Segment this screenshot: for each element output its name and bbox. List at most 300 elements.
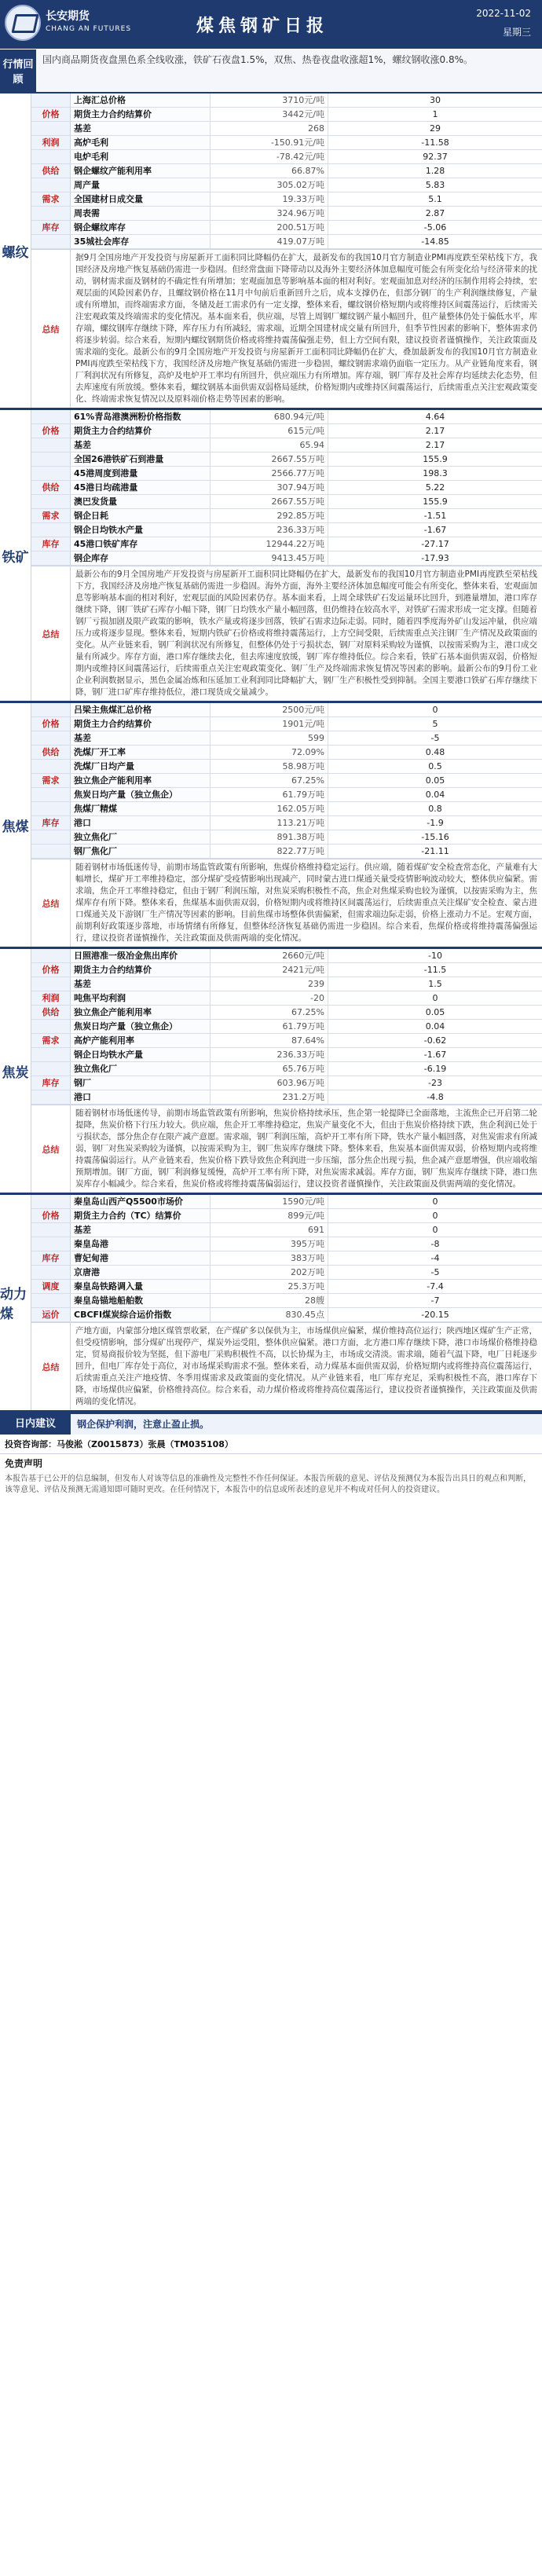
row-category: 需求 xyxy=(31,1034,71,1047)
market-recap xyxy=(0,49,542,93)
row-indicator: 周表需 xyxy=(71,207,211,220)
row-value: 28艘 xyxy=(211,1294,328,1307)
section-summary xyxy=(31,859,542,947)
row-value: 2421元/吨 xyxy=(211,963,328,977)
row-category xyxy=(31,1062,71,1075)
row-change: -23 xyxy=(428,1078,442,1088)
table-row xyxy=(31,537,542,551)
row-change: -17.93 xyxy=(421,553,449,563)
row-value: 19.33万吨 xyxy=(211,192,328,206)
row-change: -4.8 xyxy=(427,1092,444,1102)
row-change: -20.15 xyxy=(421,1310,449,1320)
row-category: 利润 xyxy=(31,136,71,149)
row-indicator: 港口 xyxy=(71,816,211,830)
row-value: 307.94万吨 xyxy=(211,481,328,494)
table-row xyxy=(31,977,542,991)
row-category xyxy=(31,410,71,423)
disclaimer-text: 本报告基于已公开的信息编制，但发布人对该等信息的准确性及完整性不作任何保证。本报告所载的意见、评估及预测仅为本报告出具日的观点和判断，该等意见、评估及预测无需通知即可随时更改。在任何情况下，本报告中的信息或所表述的意见并不构成对任何人的投资建议。 xyxy=(5,1475,531,1494)
row-value: 61.79万吨 xyxy=(211,788,328,801)
row-category xyxy=(31,1090,71,1104)
summary-text: 最新公布的9月全国房地产开发投资与房屋新开工面积同比降幅仍在扩大，最新发布的我国10月官方制造业PMI再度跌至荣枯线下方，我国经济及房地产恢复基础仍需进一步稳固。海外方面，海外主要经济体加息幅度可能会有所变化，整体来看，宏观面加息等影响基本面的相对利好，宏观层面的风险因素仍存。基本面来看，上周全球铁矿石发运量环比回升，到港量增加，港口库存继续下降，钢厂铁矿石库存小幅下降，钢厂日均铁水产量小幅回落，但仍维持在较高水平，对铁矿石需求形成一定支撑。但随着钢厂亏损加剧及限产政策的影响，铁水产量或将逐步回落，铁矿石需求边际走弱。同时，随着四季度海外矿山发运冲量，供应端压力或将逐步显现。整体来看，短期内铁矿石价格或将维持震荡运行，上方空间受限，后续需重点关注钢厂生产情况及政策面的变化。从产业链来看，钢厂利润状况有所修复，但整体仍处于亏损状态，钢厂对原料采购较为谨慎，以按需采购为主，港口成交量有所减少。库存方面，港口库存继续去化，但去库速度放缓，钢厂库存维持低位。综合来看，铁矿石基本面供需双弱，价格短期内或维持区间震荡运行，后续需重点关注宏观政策变化、钢厂生产及终端需求恢复情况等因素的影响。最新公布的9月份工业企业利润数据显示，黑色金属冶炼和压延加工业利润同比降幅扩大，钢厂生产积极性受到抑制。全国主要港口铁矿石库存继续下降，钢厂进口矿库存维持低位，港口现货成交量减少。 xyxy=(75,570,537,697)
row-value: 202万吨 xyxy=(211,1266,328,1279)
table-row xyxy=(31,830,542,845)
table-row xyxy=(31,164,542,178)
row-indicator: 吕梁主焦煤汇总价格 xyxy=(71,703,211,716)
row-change: 5.83 xyxy=(425,180,445,190)
row-change: 0 xyxy=(432,1211,438,1221)
row-category xyxy=(31,150,71,163)
row-value: 3442元/吨 xyxy=(211,108,328,121)
row-category xyxy=(31,235,71,248)
row-category xyxy=(31,207,71,220)
row-indicator: 秦皇岛铁路调入量 xyxy=(71,1280,211,1293)
row-indicator: 秦皇岛港 xyxy=(71,1237,211,1251)
disclaimer-title: 免责声明 xyxy=(5,1458,43,1469)
row-indicator: 钢厂 xyxy=(71,1076,211,1090)
summary-text: 随着钢材市场低迷传导，前期市场监管政策有所影响，焦煤价格维持稳定运行。供应端，随着煤矿安全检查常态化，产量难有大幅增长，煤矿开工率维持稳定，部分煤矿受疫情影响出现减产，同时蒙古进口煤通关量受疫情影响波动较大，整体供应偏紧。需求端，焦企开工率维持稳定，但由于钢厂利润压缩，对焦炭采购积极性不高，焦企对焦煤采购也较为谨慎，以按需采购为主，焦煤库存有所下降。整体来看，焦煤基本面供需双弱，价格短期内或将维持区间震荡运行，后续需重点关注煤矿安全检查、蒙古进口煤通关及下游钢厂生产情况等因素的影响。目前焦煤市场整体供需偏紧，但需求端边际走弱，价格上涨动力不足。宏观方面，前期利好政策逐步落地，市场情绪有所修复，但整体经济恢复基础仍需进一步稳固。综合来看，焦煤价格或将维持震荡偏强运行，建议投资者谨慎操作，关注政策面及供需两端的变化情况。 xyxy=(75,863,537,943)
table-row xyxy=(31,551,542,566)
row-change: -5.06 xyxy=(423,222,447,233)
row-category: 库存 xyxy=(31,816,71,830)
row-value: 58.98万吨 xyxy=(211,760,328,773)
row-change: -5 xyxy=(430,1267,440,1277)
row-value: 113.21万吨 xyxy=(211,816,328,830)
table-row xyxy=(31,949,542,963)
row-value: 1901元/吨 xyxy=(211,717,328,731)
row-category xyxy=(31,523,71,537)
report-date: 2022-11-02 xyxy=(476,8,531,19)
row-value: 61.79万吨 xyxy=(211,1020,328,1033)
row-category: 库存 xyxy=(31,221,71,234)
row-value: 603.96万吨 xyxy=(211,1076,328,1090)
section-name: 焦煤 xyxy=(0,703,31,947)
row-value: 680.94元/吨 xyxy=(211,410,328,423)
table-row xyxy=(31,731,542,746)
row-value: 12944.22万吨 xyxy=(211,537,328,551)
row-indicator: 钢企螺纹库存 xyxy=(71,221,211,234)
row-indicator: 吨焦平均利润 xyxy=(71,991,211,1005)
section-table xyxy=(31,410,542,701)
row-value: 691 xyxy=(211,1223,328,1237)
row-indicator: 焦炭日均产量（独立焦企） xyxy=(71,788,211,801)
section-summary xyxy=(31,1322,542,1410)
row-change: 2.87 xyxy=(425,208,445,218)
row-change: -8 xyxy=(430,1239,440,1249)
row-indicator: 独立焦企产能利用率 xyxy=(71,774,211,787)
row-change: 5 xyxy=(432,719,438,729)
row-change: -27.17 xyxy=(421,539,449,549)
row-value: -150.91元/吨 xyxy=(211,136,328,149)
section-4 xyxy=(0,1195,542,1413)
section-table xyxy=(31,1195,542,1410)
table-row xyxy=(31,93,542,108)
section-name: 铁矿 xyxy=(0,410,31,701)
intraday-advice xyxy=(0,1413,542,1435)
row-indicator: 钢企日耗 xyxy=(71,509,211,522)
section-3 xyxy=(0,949,542,1195)
row-category xyxy=(31,467,71,480)
row-category xyxy=(31,703,71,716)
commodity-sections xyxy=(0,93,542,1413)
table-row xyxy=(31,1237,542,1251)
recap-text: 国内商品期货夜盘黑色系全线收涨，铁矿石夜盘1.5%，双焦、热卷夜盘收涨超1%，螺纹钢收涨0.8%。 xyxy=(42,54,474,65)
row-change: -4 xyxy=(430,1253,440,1263)
row-indicator: 基差 xyxy=(71,122,211,135)
row-value: 66.87% xyxy=(211,164,328,178)
section-summary xyxy=(31,249,542,408)
analyst-info: 投资咨询部：马俊淞（Z0015873）张晨（TM035108） xyxy=(0,1435,542,1454)
row-change: -7 xyxy=(430,1295,440,1306)
section-name: 动力煤 xyxy=(0,1195,31,1410)
row-category: 库存 xyxy=(31,1251,71,1265)
row-category xyxy=(31,1237,71,1251)
advice-text: 钢企保护利润，注意止盈止损。 xyxy=(77,1419,210,1430)
row-value: 72.09% xyxy=(211,746,328,759)
row-category xyxy=(31,802,71,815)
row-value: 239 xyxy=(211,977,328,991)
table-row xyxy=(31,774,542,788)
row-change: -1.67 xyxy=(423,1050,447,1060)
table-row xyxy=(31,178,542,192)
row-value: 236.33万吨 xyxy=(211,523,328,537)
table-row xyxy=(31,991,542,1006)
company-logo-icon xyxy=(5,5,41,41)
row-change: 1.5 xyxy=(428,979,442,989)
row-category: 库存 xyxy=(31,1076,71,1090)
row-change: 2.17 xyxy=(425,426,445,436)
section-table xyxy=(31,949,542,1193)
row-change: 29 xyxy=(430,123,441,134)
table-row xyxy=(31,467,542,481)
row-indicator: 45港日均疏港量 xyxy=(71,481,211,494)
row-change: -1.51 xyxy=(423,511,447,521)
row-change: 0 xyxy=(432,1225,438,1235)
row-category: 供给 xyxy=(31,1006,71,1019)
row-value: 2667.55万吨 xyxy=(211,495,328,508)
row-category: 供给 xyxy=(31,164,71,178)
row-category xyxy=(31,551,71,565)
table-row xyxy=(31,1195,542,1209)
row-indicator: 秦皇岛山西产Q5500市场价 xyxy=(71,1195,211,1208)
row-category: 供给 xyxy=(31,746,71,759)
table-row xyxy=(31,1280,542,1294)
row-indicator: 全国建材日成交量 xyxy=(71,192,211,206)
row-value: 615元/吨 xyxy=(211,424,328,438)
row-value: 9413.45万吨 xyxy=(211,551,328,565)
row-category xyxy=(31,760,71,773)
row-category: 利润 xyxy=(31,991,71,1005)
table-row xyxy=(31,703,542,717)
row-indicator: 基差 xyxy=(71,1223,211,1237)
table-row xyxy=(31,509,542,523)
section-0 xyxy=(0,93,542,410)
table-row xyxy=(31,717,542,731)
row-indicator: 高炉产能利用率 xyxy=(71,1034,211,1047)
row-indicator: 61%青岛港澳洲粉价格指数 xyxy=(71,410,211,423)
table-row xyxy=(31,845,542,859)
table-row xyxy=(31,963,542,977)
row-category: 供给 xyxy=(31,481,71,494)
row-category: 调度 xyxy=(31,1280,71,1293)
summary-label: 总结 xyxy=(31,1323,71,1410)
table-row xyxy=(31,1062,542,1076)
row-indicator: 期货主力合约结算价 xyxy=(71,108,211,121)
row-indicator: 日照港准一级冶金焦出库价 xyxy=(71,949,211,962)
row-change: -1.67 xyxy=(423,525,447,535)
table-row xyxy=(31,438,542,453)
row-indicator: 钢企日均铁水产量 xyxy=(71,1048,211,1061)
row-change: 0.04 xyxy=(425,790,445,800)
row-category: 需求 xyxy=(31,774,71,787)
row-change: 198.3 xyxy=(423,468,448,478)
row-change: 4.64 xyxy=(425,412,445,422)
section-table xyxy=(31,703,542,947)
row-indicator: 钢厂焦化厂 xyxy=(71,845,211,858)
table-row xyxy=(31,1223,542,1237)
table-row xyxy=(31,1209,542,1223)
row-indicator: 焦煤厂精煤 xyxy=(71,802,211,815)
section-name: 焦炭 xyxy=(0,949,31,1193)
row-value: 87.64% xyxy=(211,1034,328,1047)
row-change: 5.1 xyxy=(428,194,442,204)
table-row xyxy=(31,1048,542,1062)
row-indicator: 基差 xyxy=(71,977,211,991)
report-header xyxy=(0,0,542,49)
row-change: -6.19 xyxy=(423,1064,447,1074)
row-category xyxy=(31,1223,71,1237)
table-row xyxy=(31,788,542,802)
table-row xyxy=(31,1294,542,1308)
table-row xyxy=(31,1251,542,1266)
row-indicator: 期货主力合约（TC）结算价 xyxy=(71,1209,211,1222)
row-change: -7.4 xyxy=(427,1281,444,1292)
row-change: -10 xyxy=(428,951,442,961)
advice-label: 日内建议 xyxy=(0,1414,71,1435)
row-value: 891.38万吨 xyxy=(211,830,328,844)
row-category: 价格 xyxy=(31,108,71,121)
row-category xyxy=(31,949,71,962)
table-row xyxy=(31,1006,542,1020)
summary-label: 总结 xyxy=(31,566,71,701)
row-indicator: CBCFI煤炭综合运价指数 xyxy=(71,1308,211,1321)
table-row xyxy=(31,150,542,164)
row-indicator: 焦炭日均产量（独立焦企） xyxy=(71,1020,211,1033)
row-indicator: 洗煤厂日均产量 xyxy=(71,760,211,773)
row-change: 30 xyxy=(430,95,441,105)
row-indicator: 全国26港铁矿石到港量 xyxy=(71,453,211,466)
row-indicator: 秦皇岛锚地船舶数 xyxy=(71,1294,211,1307)
row-change: 0.8 xyxy=(428,804,442,814)
table-row xyxy=(31,523,542,537)
table-row xyxy=(31,816,542,830)
row-category: 需求 xyxy=(31,509,71,522)
summary-text: 产地方面，内蒙部分地区煤管票收紧，在产煤矿多以保供为主，市场煤供应偏紧，煤价维持高位运行；陕西地区煤矿生产正常，但受疫情影响，部分煤矿出现停产，煤炭外运受阻，整体供应偏紧。港口方面，北方港口库存继续下降，港口市场煤价格维持稳定，贸易商报价较为坚挺，但下游电厂采购积极性不高，以长协煤为主，市场成交清淡。需求端，随着气温下降，电厂日耗逐步回升，但电厂库存处于高位，对市场煤采购需求不强。整体来看，动力煤基本面供需双弱，价格短期内或将维持高位震荡运行，后续需重点关注产地疫情、冬季用煤需求及政策面的变化情况。从产业链来看，电厂库存充足，采购积极性不高，港口库存下降，市场煤供应偏紧，价格维持高位。综合来看，动力煤价格或将维持高位震荡运行，建议投资者谨慎操作，关注政策面及供需两端的变化情况。 xyxy=(75,1326,537,1406)
row-value: 67.25% xyxy=(211,774,328,787)
row-change: 155.9 xyxy=(423,454,448,464)
table-row xyxy=(31,1266,542,1280)
table-row xyxy=(31,192,542,207)
row-value: 65.76万吨 xyxy=(211,1062,328,1075)
row-value: 383万吨 xyxy=(211,1251,328,1265)
row-change: 2.17 xyxy=(425,440,445,450)
table-row xyxy=(31,1034,542,1048)
row-category: 价格 xyxy=(31,717,71,731)
row-category xyxy=(31,1048,71,1061)
row-category xyxy=(31,1266,71,1279)
row-change: -5 xyxy=(430,733,440,743)
row-change: 92.37 xyxy=(423,152,448,162)
brand-name: 长安期货 xyxy=(46,10,90,23)
row-indicator: 独立焦企产能利用率 xyxy=(71,1006,211,1019)
section-2 xyxy=(0,703,542,949)
row-change: 5.22 xyxy=(425,482,445,493)
row-category: 价格 xyxy=(31,963,71,977)
section-name: 螺纹 xyxy=(0,93,31,408)
row-category: 价格 xyxy=(31,1209,71,1222)
row-change: 155.9 xyxy=(423,497,448,507)
row-value: 292.85万吨 xyxy=(211,509,328,522)
row-indicator: 澳巴发货量 xyxy=(71,495,211,508)
row-change: 0.05 xyxy=(425,775,445,786)
row-category xyxy=(31,977,71,991)
row-change: 0 xyxy=(432,1196,438,1207)
section-table xyxy=(31,93,542,408)
row-indicator: 电炉毛利 xyxy=(71,150,211,163)
row-change: -11.58 xyxy=(421,137,449,148)
row-value: 2500元/吨 xyxy=(211,703,328,716)
table-row xyxy=(31,235,542,249)
table-row xyxy=(31,746,542,760)
recap-label: 行情回顾 xyxy=(0,49,36,92)
table-row xyxy=(31,1090,542,1105)
row-value: 419.07万吨 xyxy=(211,235,328,248)
table-row xyxy=(31,453,542,467)
row-value: 899元/吨 xyxy=(211,1209,328,1222)
table-row xyxy=(31,481,542,495)
row-indicator: 45港周度到港量 xyxy=(71,467,211,480)
row-category xyxy=(31,122,71,135)
row-indicator: 钢企库存 xyxy=(71,551,211,565)
row-indicator: 期货主力合约结算价 xyxy=(71,963,211,977)
table-row xyxy=(31,802,542,816)
row-change: 0.5 xyxy=(428,761,442,771)
table-row xyxy=(31,424,542,438)
row-change: -14.85 xyxy=(421,236,449,247)
row-change: -15.16 xyxy=(421,832,449,842)
row-value: -20 xyxy=(211,991,328,1005)
table-row xyxy=(31,495,542,509)
row-change: 0.05 xyxy=(425,1007,445,1017)
summary-label: 总结 xyxy=(31,1105,71,1193)
row-indicator: 35城社会库存 xyxy=(71,235,211,248)
row-change: -11.5 xyxy=(423,965,447,975)
row-category xyxy=(31,845,71,858)
row-indicator: 上海汇总价格 xyxy=(71,93,211,107)
row-value: 1590元/吨 xyxy=(211,1195,328,1208)
row-change: -21.11 xyxy=(421,846,449,856)
row-category xyxy=(31,1294,71,1307)
row-value: 324.96万吨 xyxy=(211,207,328,220)
row-value: 268 xyxy=(211,122,328,135)
row-category xyxy=(31,1020,71,1033)
row-indicator: 钢企日均铁水产量 xyxy=(71,523,211,537)
row-indicator: 独立焦化厂 xyxy=(71,1062,211,1075)
table-row xyxy=(31,221,542,235)
row-value: 162.05万吨 xyxy=(211,802,328,815)
report-title: 煤焦钢矿日报 xyxy=(196,16,329,36)
row-category xyxy=(31,93,71,107)
table-row xyxy=(31,136,542,150)
table-row xyxy=(31,1308,542,1322)
row-indicator: 洗煤厂开工率 xyxy=(71,746,211,759)
row-indicator: 京唐港 xyxy=(71,1266,211,1279)
row-category: 需求 xyxy=(31,192,71,206)
section-1 xyxy=(0,410,542,703)
section-summary xyxy=(31,1105,542,1193)
row-change: 0.04 xyxy=(425,1021,445,1031)
row-value: 822.77万吨 xyxy=(211,845,328,858)
row-indicator: 港口 xyxy=(71,1090,211,1104)
row-value: 65.94 xyxy=(211,438,328,452)
row-value: 395万吨 xyxy=(211,1237,328,1251)
row-indicator: 基差 xyxy=(71,731,211,745)
row-change: 0 xyxy=(432,993,438,1003)
row-value: 25.3万吨 xyxy=(211,1280,328,1293)
row-value: 2566.77万吨 xyxy=(211,467,328,480)
row-value: 200.51万吨 xyxy=(211,221,328,234)
row-value: 3710元/吨 xyxy=(211,93,328,107)
brand-english: CHANG AN FUTURES xyxy=(46,25,132,33)
row-indicator: 钢企螺纹产能利用率 xyxy=(71,164,211,178)
row-indicator: 高炉毛利 xyxy=(71,136,211,149)
row-value: 231.2万吨 xyxy=(211,1090,328,1104)
row-indicator: 45港口铁矿库存 xyxy=(71,537,211,551)
row-change: 0.48 xyxy=(425,747,445,757)
row-category xyxy=(31,178,71,192)
row-change: 1.28 xyxy=(425,166,445,176)
row-category xyxy=(31,731,71,745)
row-value: 67.25% xyxy=(211,1006,328,1019)
table-row xyxy=(31,108,542,122)
row-category xyxy=(31,788,71,801)
row-value: 2667.55万吨 xyxy=(211,453,328,466)
table-row xyxy=(31,760,542,774)
row-category xyxy=(31,495,71,508)
row-indicator: 曹妃甸港 xyxy=(71,1251,211,1265)
section-summary xyxy=(31,566,542,701)
row-indicator: 独立焦化厂 xyxy=(71,830,211,844)
row-indicator: 期货主力合约结算价 xyxy=(71,717,211,731)
table-row xyxy=(31,1076,542,1090)
report-weekday: 星期三 xyxy=(502,27,531,38)
row-category: 价格 xyxy=(31,424,71,438)
table-row xyxy=(31,207,542,221)
row-value: 236.33万吨 xyxy=(211,1048,328,1061)
row-category: 运价 xyxy=(31,1308,71,1321)
row-value: 305.02万吨 xyxy=(211,178,328,192)
row-indicator: 周产量 xyxy=(71,178,211,192)
row-category xyxy=(31,830,71,844)
summary-text: 据9月全国房地产开发投资与房屋新开工面积同比降幅仍在扩大，最新发布的我国10月官方制造业PMI再度跌至荣枯线下方，我国经济及房地产恢复基础仍需进一步稳固。但经常盘面下降带动以及海外主要经济体加息幅度可能会有所变化给与经济带来的扰动，钢材需求面及钢材的不确定性有所增加；宏观面加息等影响基本面的相对利好。宏观面加息对经济的压制作用将会持续，宏观层面的风险因素仍存，且螺纹钢价格在11月中旬前后重新回升之后，成本支撑仍在，但部分钢厂的生产利润继续修复，产量或有所增加，而终端需求方面，冬储及赶工需求仍有一定支撑，整体来看，螺纹钢价格短期内或将维持区间震荡运行，后续需关注宏观政策及终端需求的变化情况。基本面来看，供应端，尽管上周钢厂螺纹钢产量小幅回升，但产量整体仍处于偏低水平，库存端，螺纹钢库存继续下降，库存压力有所减轻，需求端，近期全国建材成交量有所回升，但季节性因素的影响下，整体需求仍将逐步转弱。综合来看，短期内螺纹钢期货价格或将维持震荡偏强走势，但上方空间有限，建议投资者谨慎操作，关注政策面及需求端的变化。最新公布的9月全国房地产开发投资与房屋新开工面积同比降幅仍在扩大，叠加最新发布的我国10月官方制造业PMI再度跌至荣枯线下方，我国经济及房地产恢复基础仍需进一步稳固，螺纹钢需求端仍面临一定压力。从产业链角度来看，钢厂利润状况有所修复，高炉及电炉开工率均有所回升，供应端压力有所增加。库存端，钢厂库存及社会库存均延续去化态势，但去库速度有所放缓。整体来看，螺纹钢基本面供需双弱格局延续，价格短期内或维持区间震荡运行，后续需重点关注宏观政策变化、终端需求恢复情况以及原料端价格走势等因素的影响。 xyxy=(75,253,537,404)
table-row xyxy=(31,122,542,136)
row-value: 830.45点 xyxy=(211,1308,328,1321)
summary-text: 随着钢材市场低迷传导，前期市场监管政策有所影响，焦炭价格持续承压，焦企第一轮提降已全面落地，主流焦企已开启第二轮提降，焦炭价格下行压力较大。供应端，焦企开工率维持稳定，焦炭产量变化不大，但由于焦炭价格持续下跌，焦企利润已处于亏损状态，部分焦企存在限产减产意愿。需求端，钢厂利润压缩，高炉开工率有所下降，铁水产量小幅回落，对焦炭需求有所减弱，钢厂对焦炭采购较为谨慎，以按需采购为主，钢厂焦炭库存继续下降。整体来看，焦炭基本面供需双弱，价格短期内或将维持震荡偏弱运行。从产业链来看，焦炭价格下跌导致焦企利润进一步压缩，部分焦企出现亏损，焦企减产意愿增强，供应端收缩预期增加。钢厂方面，钢厂利润修复缓慢，高炉开工率有所下降，对焦炭需求减弱。库存方面，钢厂焦炭库存继续下降，港口焦炭库存小幅减少。综合来看，焦炭价格或将维持震荡偏弱运行，建议投资者谨慎操作，关注政策面及供需两端的变化情况。 xyxy=(75,1108,537,1189)
table-row xyxy=(31,410,542,424)
row-indicator: 基差 xyxy=(71,438,211,452)
row-category xyxy=(31,438,71,452)
row-change: 1 xyxy=(432,109,438,119)
summary-label: 总结 xyxy=(31,859,71,947)
